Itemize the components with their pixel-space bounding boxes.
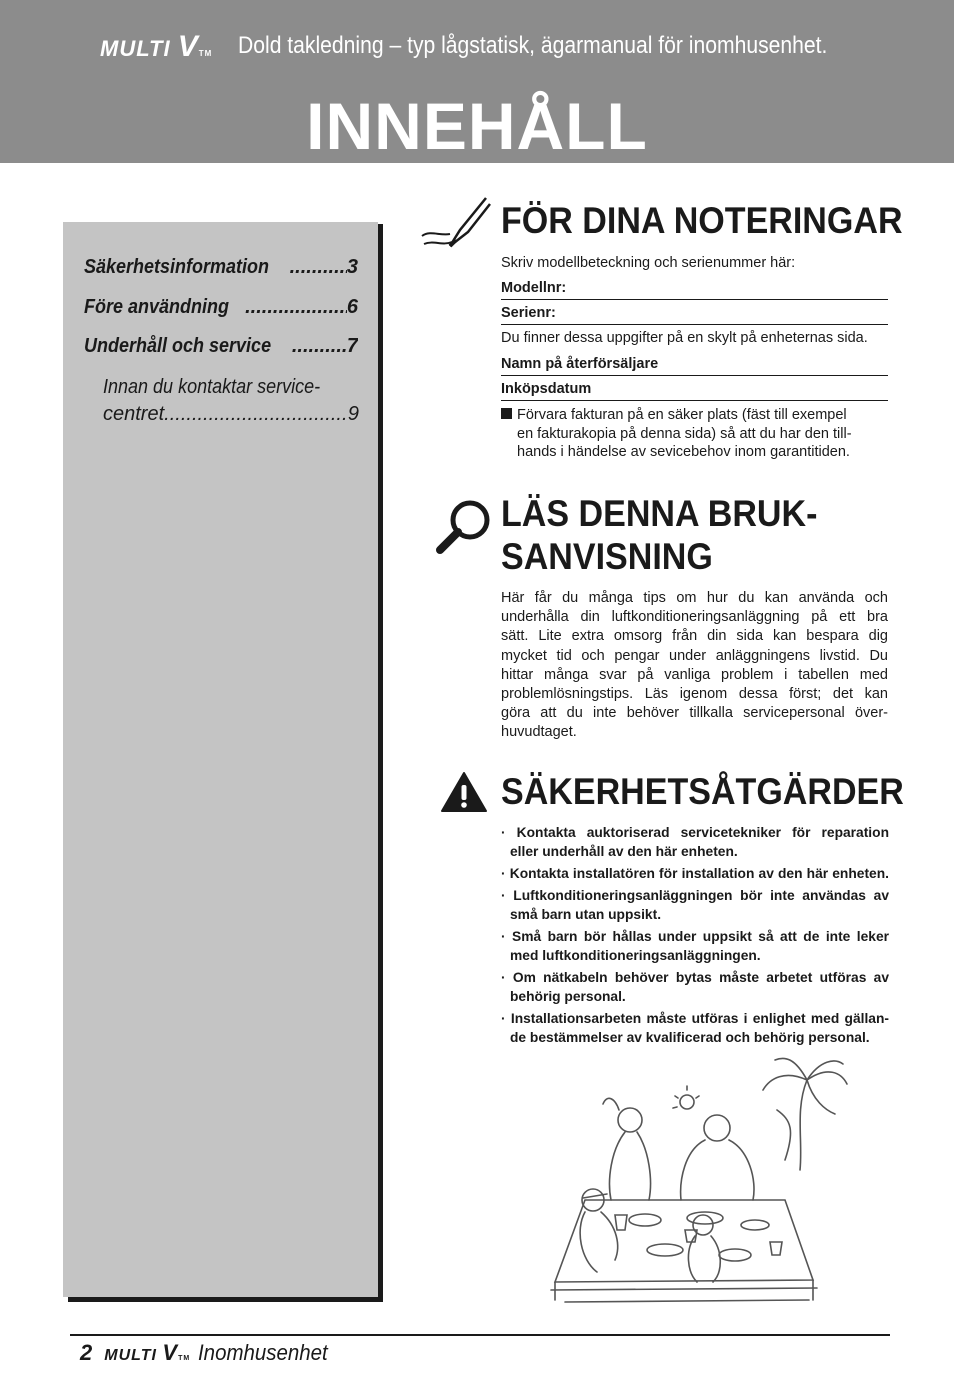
safety-item <box>501 927 889 965</box>
toc-page: 6 <box>346 296 358 318</box>
safety-item <box>501 886 889 924</box>
header-band <box>0 0 954 163</box>
model-number-field: Modellnr: <box>501 280 888 300</box>
safety-item <box>501 968 889 1006</box>
read-line: huvudtaget. <box>501 724 577 741</box>
bullet-square-icon <box>501 408 512 419</box>
read-line: mycket tid och pengar under anläggningens livstid. Du <box>501 647 888 664</box>
toc-entry-label: Underhåll och service <box>84 335 272 357</box>
toc-leader <box>164 401 348 428</box>
tip-line-3: hands i händelse av sevicebehov inom garantitiden. <box>517 444 850 460</box>
safety-item-line2: behörig personal. <box>510 989 626 1004</box>
safety-item-line1: · Kontakta auktoriserad servicetekniker för reparation <box>501 825 889 840</box>
footer-brand-logo <box>104 1340 190 1366</box>
toc-entry-maintenance[interactable] <box>84 335 358 358</box>
safety-item <box>501 1009 889 1047</box>
read-heading-line2: SANVISNING <box>501 536 713 577</box>
toc-page: 3 <box>346 256 358 278</box>
toc-sub-label-line1: Innan du kontaktar service- <box>103 376 321 398</box>
toc-entry-label: Säkerhetsinformation <box>84 256 270 278</box>
warning-icon <box>440 771 488 813</box>
notes-info: Du finner dessa uppgifter på en skylt på enheternas sida. <box>501 330 868 346</box>
footer <box>80 1340 338 1366</box>
safety-list <box>501 823 889 1050</box>
tip-line-1: Förvara fakturan på en säker plats (fäst till exempel <box>517 407 847 423</box>
safety-heading: SÄKERHETSÅTGÄRDER <box>501 771 904 812</box>
safety-item-line1: · Kontakta installatören för installation av den här enheten. <box>501 866 889 881</box>
read-line: göra att du inte behöver tillkalla servicepersonal över- <box>501 705 888 722</box>
read-line: Här får du många tips om hur du kan använda och <box>501 590 888 606</box>
safety-item-line1: · Luftkonditioneringsanläggningen bör inte användas av <box>501 888 889 903</box>
safety-item <box>501 823 889 861</box>
read-line: underhålla din luftkonditioneringsanläggning på ett bra <box>501 609 888 626</box>
header-subtitle: Dold takledning – typ lågstatisk, ägarmanual för inomhusenhet. <box>238 32 828 59</box>
notes-intro: Skriv modellbeteckning och serienummer här: <box>501 255 796 271</box>
read-heading <box>501 492 817 578</box>
safety-item-line2: eller underhåll av den här enheten. <box>510 844 738 859</box>
purchase-date-field: Inköpsdatum <box>501 381 888 401</box>
serial-number-field: Serienr: <box>501 305 888 325</box>
brand-logo-text: MULTI <box>100 36 178 61</box>
toc-sub-entry-service[interactable] <box>103 374 359 428</box>
footer-brand-v: V <box>162 1340 179 1365</box>
notes-heading: FÖR DINA NOTERINGAR <box>501 200 903 241</box>
footer-rule <box>70 1334 890 1336</box>
brand-logo-tm: TM <box>198 49 213 58</box>
footer-brand-text: MULTI <box>104 1347 163 1364</box>
page-number: 2 <box>80 1340 93 1365</box>
safety-item-line1: · Små barn bör hållas under uppsikt så att de inte leker <box>501 929 889 944</box>
footer-brand-tm: TM <box>178 1355 191 1362</box>
dealer-name-field: Namn på återförsäljare <box>501 356 888 376</box>
footer-label: Inomhusenhet <box>198 1340 328 1365</box>
tip-line-2: en fakturakopia på denna sida) så att du har den till- <box>517 425 852 442</box>
safety-item-line2: de bestämmelser av kvalificerad och behörig personal. <box>510 1030 870 1045</box>
toc-sub-label-line2: centret <box>103 403 165 425</box>
toc-leader <box>292 335 347 358</box>
read-paragraph <box>501 589 888 743</box>
toc-entry-before-use[interactable] <box>84 296 358 319</box>
magnifier-icon <box>434 498 494 556</box>
toc-leader <box>290 256 347 279</box>
toc-leader <box>245 296 347 319</box>
toc-page: 9 <box>347 403 359 425</box>
brand-logo <box>100 30 212 62</box>
safety-item-line2: med luftkonditioneringsanläggningen. <box>510 948 761 963</box>
pen-icon <box>420 196 492 254</box>
page-title: INNEHÅLL <box>306 89 648 163</box>
toc-entry-label: Före användning <box>84 296 230 318</box>
safety-item-line1: · Om nätkabeln behöver bytas måste arbetet utföras av <box>501 970 889 985</box>
read-line: hittar många svar på vanliga problem i tabellen med <box>501 666 888 683</box>
read-line: problemlösningstips. Läs igenom dessa först; det kan <box>501 686 888 703</box>
toc-entry-safety[interactable] <box>84 256 358 279</box>
read-line: sätt. Lite extra omsorg från din sida kan bespara dig <box>501 628 888 645</box>
safety-item <box>501 864 889 883</box>
read-heading-line1: LÄS DENNA BRUK- <box>501 493 818 534</box>
safety-item-line1: · Installationsarbeten måste utföras i enlighet med gällan- <box>501 1011 889 1026</box>
safety-item-line2: små barn utan uppsikt. <box>510 907 662 922</box>
toc-page: 7 <box>346 335 358 357</box>
invoice-tip <box>501 406 891 462</box>
brand-logo-v: V <box>177 30 199 63</box>
family-picnic-illustration <box>545 1050 855 1310</box>
